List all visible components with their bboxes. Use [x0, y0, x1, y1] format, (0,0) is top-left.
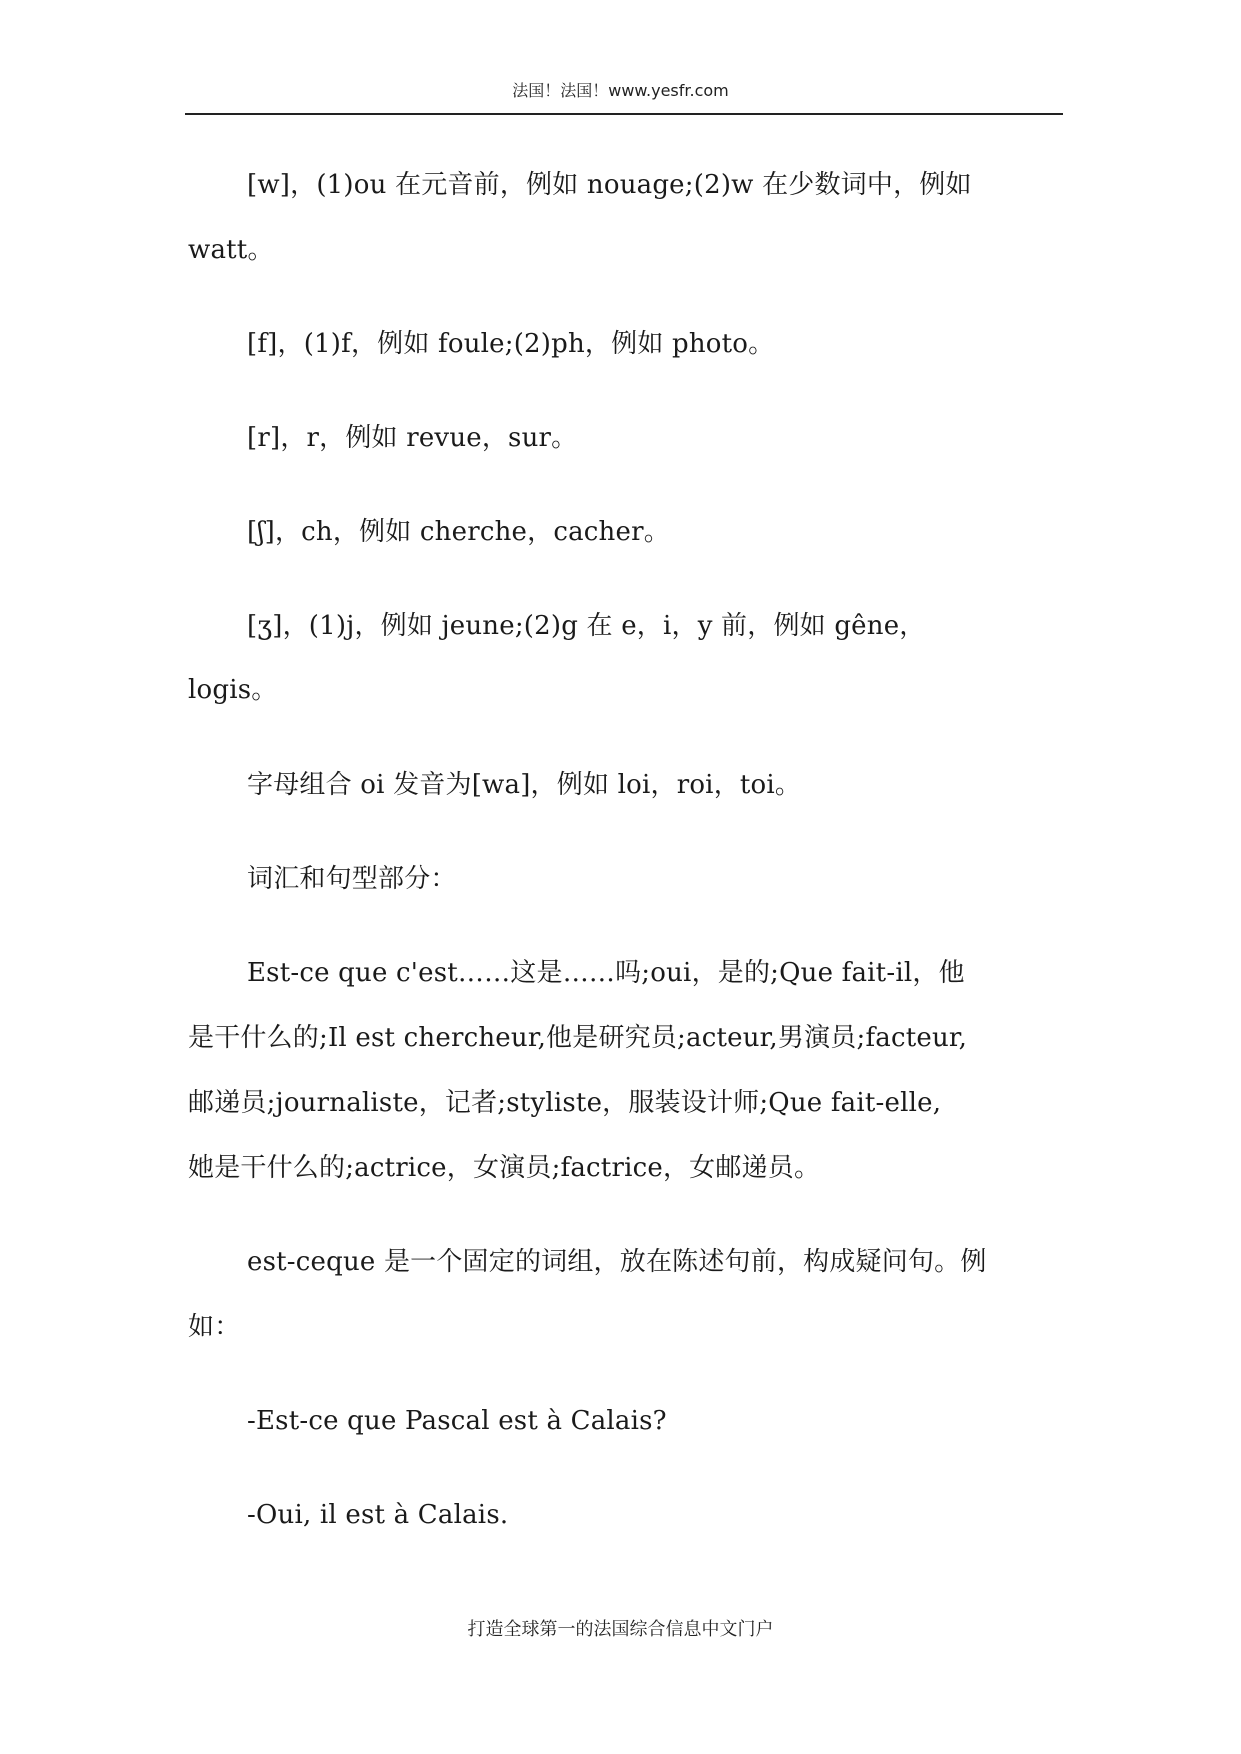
example-question: -Est-ce que Pascal est à Calais? — [247, 1406, 667, 1436]
paragraph-w-line-2: watt。 — [188, 235, 274, 265]
example-answer: -Oui, il est à Calais. — [247, 1500, 509, 1530]
page-header: 法国！法国！www.yesfr.com — [512, 81, 729, 100]
paragraph-f: [f]，(1)f，例如 foule;(2)ph，例如 photo。 — [247, 329, 775, 359]
paragraph-vocab-line-3: 邮递员;journaliste，记者;styliste，服装设计师;Que fait-elle, — [188, 1088, 942, 1118]
paragraph-vocab-line-2: 是干什么的;Il est chercheur,他是研究员;acteur,男演员;facteur, — [188, 1023, 968, 1053]
paragraph-vocab-line-1: Est-ce que c'est……这是……吗;oui，是的;Que fait-il，他 — [247, 958, 965, 988]
paragraph-oi: 字母组合 oi 发音为[wa]，例如 loi，roi，toi。 — [247, 770, 802, 800]
paragraph-w-line-1: [w]，(1)ou 在元音前，例如 nouage;(2)w 在少数词中，例如 — [247, 170, 972, 200]
paragraph-zh-line-1: [ʒ]，(1)j，例如 jeune;(2)g 在 e，i，y 前，例如 gêne， — [247, 611, 926, 641]
section-heading: 词汇和句型部分： — [247, 864, 457, 894]
paragraph-estceque-line-1: est-ceque 是一个固定的词组，放在陈述句前，构成疑问句。例 — [247, 1247, 987, 1277]
page-footer: 打造全球第一的法国综合信息中文门户 — [467, 1619, 774, 1640]
paragraph-zh-line-2: logis。 — [188, 675, 278, 705]
paragraph-vocab-line-4: 她是干什么的;actrice，女演员;factrice，女邮递员。 — [188, 1153, 821, 1183]
paragraph-estceque-line-2: 如： — [188, 1312, 241, 1342]
paragraph-sh: [ʃ]，ch，例如 cherche，cacher。 — [247, 517, 670, 547]
paragraph-r: [r]，r，例如 revue，sur。 — [247, 423, 578, 453]
